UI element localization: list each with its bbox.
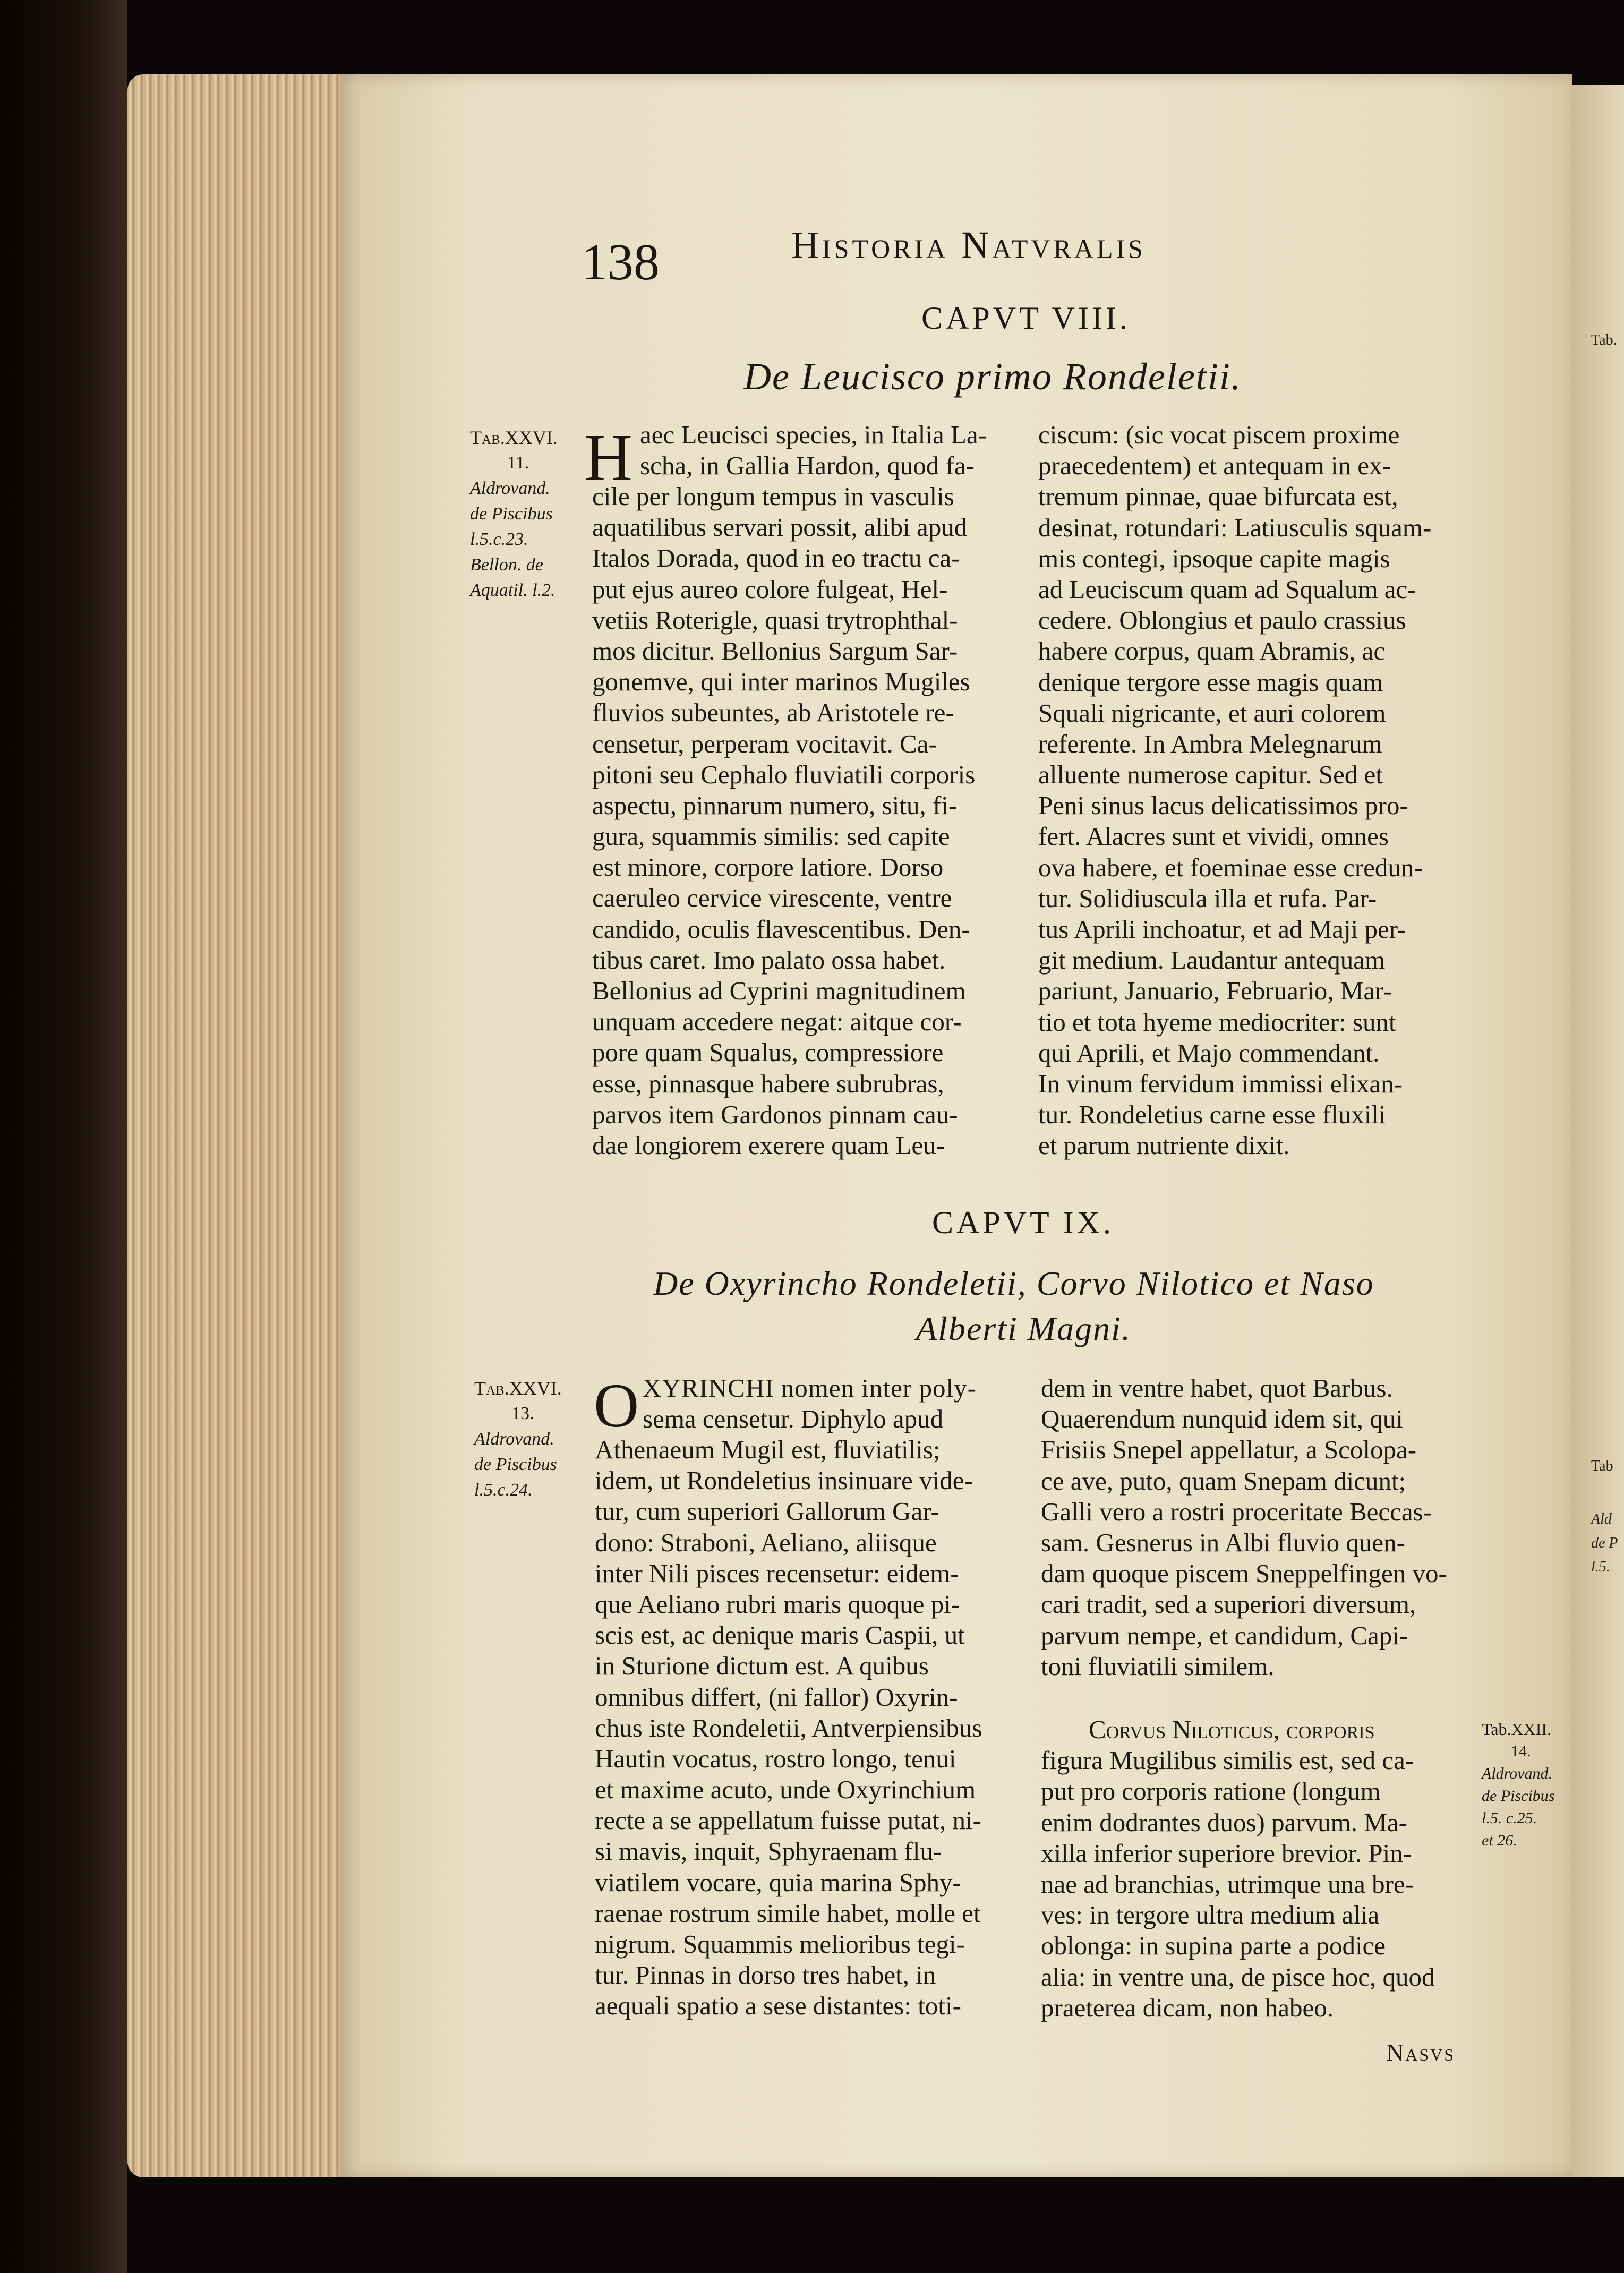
text-line: si mavis, inquit, Sphyraenam flu- [595, 1836, 942, 1866]
text-line: mis contegi, ipsoque capite magis [1038, 543, 1390, 573]
text-line: put ejus aureo colore fulgeat, Hel- [592, 574, 948, 604]
text-line: Corvus Niloticus, corporis [1089, 1715, 1375, 1744]
text-line: dae longiorem exerere quam Leu- [592, 1130, 945, 1160]
page-number: 138 [582, 234, 660, 291]
text-line: Squali nigricante, et auri colorem [1038, 698, 1386, 728]
margin-tab-ref: Tab.XXII. [1482, 1720, 1552, 1739]
text-line: et parum nutriente dixit. [1038, 1131, 1290, 1160]
text-line: ves: in tergore ultra medium alia [1041, 1900, 1380, 1930]
text-line: pore quam Squalus, compressiore [592, 1038, 944, 1067]
text-line: Bellonius ad Cyprini magnitudinem [592, 976, 966, 1005]
margin-citation: Aldrovand. [1482, 1765, 1553, 1782]
text-line: Hautin vocatus, rostro longo, tenui [595, 1744, 956, 1773]
chapter-8-heading: CAPVT VIII. [921, 301, 1131, 336]
running-head: Historia Natvralis [791, 224, 1146, 266]
book-spine [0, 0, 127, 2273]
text-line: desinat, rotundari: Latiusculis squam- [1038, 512, 1432, 542]
text-line: raenae rostrum simile habet, molle et [595, 1898, 981, 1928]
text-line: tur. Solidiuscula illa et rufa. Par- [1038, 883, 1377, 913]
text-line: Quaerendum nunquid idem sit, qui [1041, 1404, 1403, 1434]
margin-citation: de Piscibus [470, 504, 553, 524]
margin-tab-ref: Tab.XXVI. [470, 427, 558, 448]
text-line: dono: Straboni, Aeliano, aliisque [595, 1527, 937, 1557]
text-line: que Aeliano rubri maris quoque pi- [595, 1589, 960, 1619]
text-line: nigrum. Squammis melioribus tegi- [595, 1929, 965, 1959]
text-line: XYRINCHI nomen inter poly- [643, 1373, 977, 1403]
text-line: censetur, perperam vocitavit. Ca- [592, 729, 937, 758]
text-line: unquam accedere negat: aitque cor- [592, 1007, 962, 1037]
text-line: figura Mugilibus similis est, sed ca- [1041, 1746, 1414, 1775]
text-line: aec Leucisci species, in Italia La- [640, 420, 987, 449]
text-line: tibus caret. Imo palato ossa habet. [592, 945, 946, 975]
text-line: fluvios subeuntes, ab Aristotele re- [592, 698, 954, 728]
text-line: ciscum: (sic vocat piscem proxime [1038, 420, 1400, 449]
text-line: ova habere, et foeminae esse credun- [1038, 852, 1423, 882]
margin-tab-number: 14. [1511, 1742, 1531, 1760]
text-line: cedere. Oblongius et paulo crassius [1038, 605, 1406, 635]
text-line: aequali spatio a sese distantes: toti- [595, 1991, 961, 2021]
text-line: referente. In Ambra Melegnarum [1038, 729, 1382, 758]
text-line: scis est, ac denique maris Caspii, ut [595, 1620, 965, 1650]
text-line: put pro corporis ratione (longum [1041, 1776, 1381, 1806]
text-line: tur. Pinnas in dorso tres habet, in [595, 1960, 936, 1990]
text-line: toni fluviatili similem. [1041, 1651, 1275, 1681]
facing-page-fragment: Tab [1591, 1458, 1613, 1474]
text-line: habere corpus, quam Abramis, ac [1038, 636, 1386, 666]
text-line: sema censetur. Diphylo apud [643, 1404, 944, 1434]
chapter-9-right-margin-note [1482, 1718, 1554, 1852]
text-line: alluente numerose capitur. Sed et [1038, 760, 1383, 790]
text-line: tur, cum superiori Gallorum Gar- [595, 1497, 939, 1526]
margin-citation: Aquatil. l.2. [470, 580, 555, 600]
facing-page-fragment: Tab. [1591, 332, 1617, 348]
text-line: dem in ventre habet, quot Barbus. [1041, 1373, 1393, 1403]
chapter-9-margin-note [474, 1375, 562, 1503]
text-line: denique tergore esse magis quam [1038, 667, 1383, 697]
chapter-9-drop-cap: O [594, 1371, 639, 1440]
facing-page-fragment: l.5. [1591, 1559, 1610, 1575]
text-line: inter Nili pisces recensetur: eidem- [595, 1558, 959, 1588]
text-line: In vinum fervidum immissi elixan- [1038, 1069, 1403, 1098]
text-line: Italos Dorada, quod in eo tractu ca- [592, 543, 960, 573]
text-line: parvum nempe, et candidum, Capi- [1041, 1620, 1408, 1650]
chapter-8-col1-first [640, 420, 987, 481]
margin-tab-number: 11. [507, 453, 529, 473]
text-line: viatilem vocare, quia marina Sphy- [595, 1867, 961, 1897]
chapter-8-drop-cap: H [584, 421, 632, 495]
chapter-9-title-line1: De Oxyrincho Rondeletii, Corvo Nilotico et Naso [653, 1264, 1374, 1302]
text-line: pitoni seu Cephalo fluviatili corporis [592, 759, 976, 789]
facing-page-fragment: Ald [1591, 1511, 1612, 1527]
chapter-8-margin-note [470, 425, 558, 603]
text-line: cile per longum tempus in vasculis [592, 482, 954, 511]
text-line: praeterea dicam, non habeo. [1041, 1993, 1334, 2022]
text-line: ce ave, puto, quam Snepam dicunt; [1041, 1466, 1406, 1496]
catchword: Nasvs [1386, 2039, 1456, 2066]
text-line: praecedentem) et antequam in ex- [1038, 451, 1391, 481]
text-line: gura, squammis similis: sed capite [592, 822, 950, 851]
text-line: dam quoque piscem Sneppelfingen vo- [1041, 1559, 1447, 1588]
text-line: aquatilibus servari possit, alibi apud [592, 512, 968, 542]
facing-page-fragment: de P [1591, 1535, 1618, 1551]
text-line: aspectu, pinnarum numero, situ, fi- [592, 790, 958, 820]
chapter-9-column-2-lower [1041, 1714, 1435, 2023]
margin-citation: Bellon. de [470, 555, 543, 575]
margin-citation: et 26. [1482, 1832, 1517, 1849]
text-line: esse, pinnasque habere subrubras, [592, 1069, 944, 1098]
text-line: tremum pinnae, quae bifurcata est, [1038, 482, 1398, 511]
chapter-8-column-1 [592, 481, 975, 1161]
text-line: Galli vero a rostri proceritate Beccas- [1041, 1497, 1432, 1526]
text-line: scha, in Gallia Hardon, quod fa- [640, 451, 975, 481]
margin-citation: l.5. c.25. [1482, 1809, 1537, 1827]
chapter-9-title-line2: Alberti Magni. [916, 1310, 1131, 1347]
margin-citation: Aldrovand. [474, 1429, 554, 1449]
text-line: cari tradit, sed a superiori diversum, [1041, 1590, 1416, 1619]
page-edges [127, 74, 351, 2177]
text-line: gonemve, qui inter marinos Mugiles [592, 667, 970, 697]
text-line: chus iste Rondeletii, Antverpiensibus [595, 1713, 982, 1742]
text-line: xilla inferior superiore brevior. Pin- [1041, 1838, 1412, 1868]
text-line: fert. Alacres sunt et vividi, omnes [1038, 822, 1389, 851]
margin-citation: de Piscibus [474, 1455, 557, 1474]
chapter-9-column-1 [595, 1434, 982, 2022]
facing-page-edge [1566, 85, 1624, 2177]
text-line: ad Leuciscum quam ad Squalum ac- [1038, 574, 1416, 604]
text-line: enim dodrantes duos) parvum. Ma- [1041, 1807, 1407, 1837]
margin-tab-ref: Tab.XXVI. [474, 1378, 562, 1399]
text-line: vetiis Roterigle, quasi trytrophthal- [592, 605, 958, 635]
text-line: Athenaeum Mugil est, fluviatilis; [595, 1435, 941, 1464]
text-line: Frisiis Snepel appellatur, a Scolopa- [1041, 1435, 1417, 1465]
text-line: parvos item Gardonos pinnam cau- [592, 1099, 958, 1129]
text-line: alia: in ventre una, de pisce hoc, quod [1041, 1962, 1435, 1992]
text-line: mos dicitur. Bellonius Sargum Sar- [592, 636, 958, 665]
text-line: pariunt, Januario, Februario, Mar- [1038, 976, 1392, 1006]
text-line: et maxime acuto, unde Oxyrinchium [595, 1775, 976, 1805]
margin-citation: l.5.c.23. [470, 529, 528, 549]
chapter-8-title: De Leucisco primo Rondeletii. [743, 355, 1242, 398]
text-line: qui Aprili, et Majo commendant. [1038, 1038, 1380, 1067]
chapter-9-col1-first [643, 1373, 977, 1434]
text-line: oblonga: in supina parte a podice [1041, 1931, 1386, 1961]
chapter-8-column-2 [1038, 420, 1431, 1161]
text-line: candido, oculis flavescentibus. Den- [592, 914, 970, 944]
margin-citation: Aldrovand. [470, 478, 550, 498]
margin-citation: l.5.c.24. [474, 1480, 533, 1500]
text-line: tus Aprili inchoatur, et ad Maji per- [1038, 915, 1406, 944]
text-line: tur. Rondeletius carne esse fluxili [1038, 1100, 1386, 1130]
text-line: sam. Gesnerus in Albi fluvio quen- [1041, 1527, 1405, 1557]
text-line: omnibus differt, (ni fallor) Oxyrin- [595, 1682, 958, 1712]
text-line: est minore, corpore latiore. Dorso [592, 852, 944, 882]
text-line: recte a se appellatum fuisse putat, ni- [595, 1806, 981, 1835]
chapter-9-heading: CAPVT IX. [932, 1205, 1114, 1240]
text-line: Peni sinus lacus delicatissimos pro- [1038, 791, 1408, 821]
chapter-9-column-2-upper [1041, 1373, 1447, 1682]
text-line: idem, ut Rondeletius insinuare vide- [595, 1466, 973, 1496]
margin-citation: de Piscibus [1482, 1787, 1555, 1805]
margin-tab-number: 13. [511, 1404, 534, 1423]
text-line: in Sturione dictum est. A quibus [595, 1651, 929, 1681]
text-line: nae ad branchias, utrimque una bre- [1041, 1869, 1414, 1899]
text-line: tio et tota hyeme mediocriter: sunt [1038, 1007, 1396, 1037]
text-line: git medium. Laudantur antequam [1038, 945, 1386, 975]
text-line: caeruleo cervice virescente, ventre [592, 883, 952, 913]
